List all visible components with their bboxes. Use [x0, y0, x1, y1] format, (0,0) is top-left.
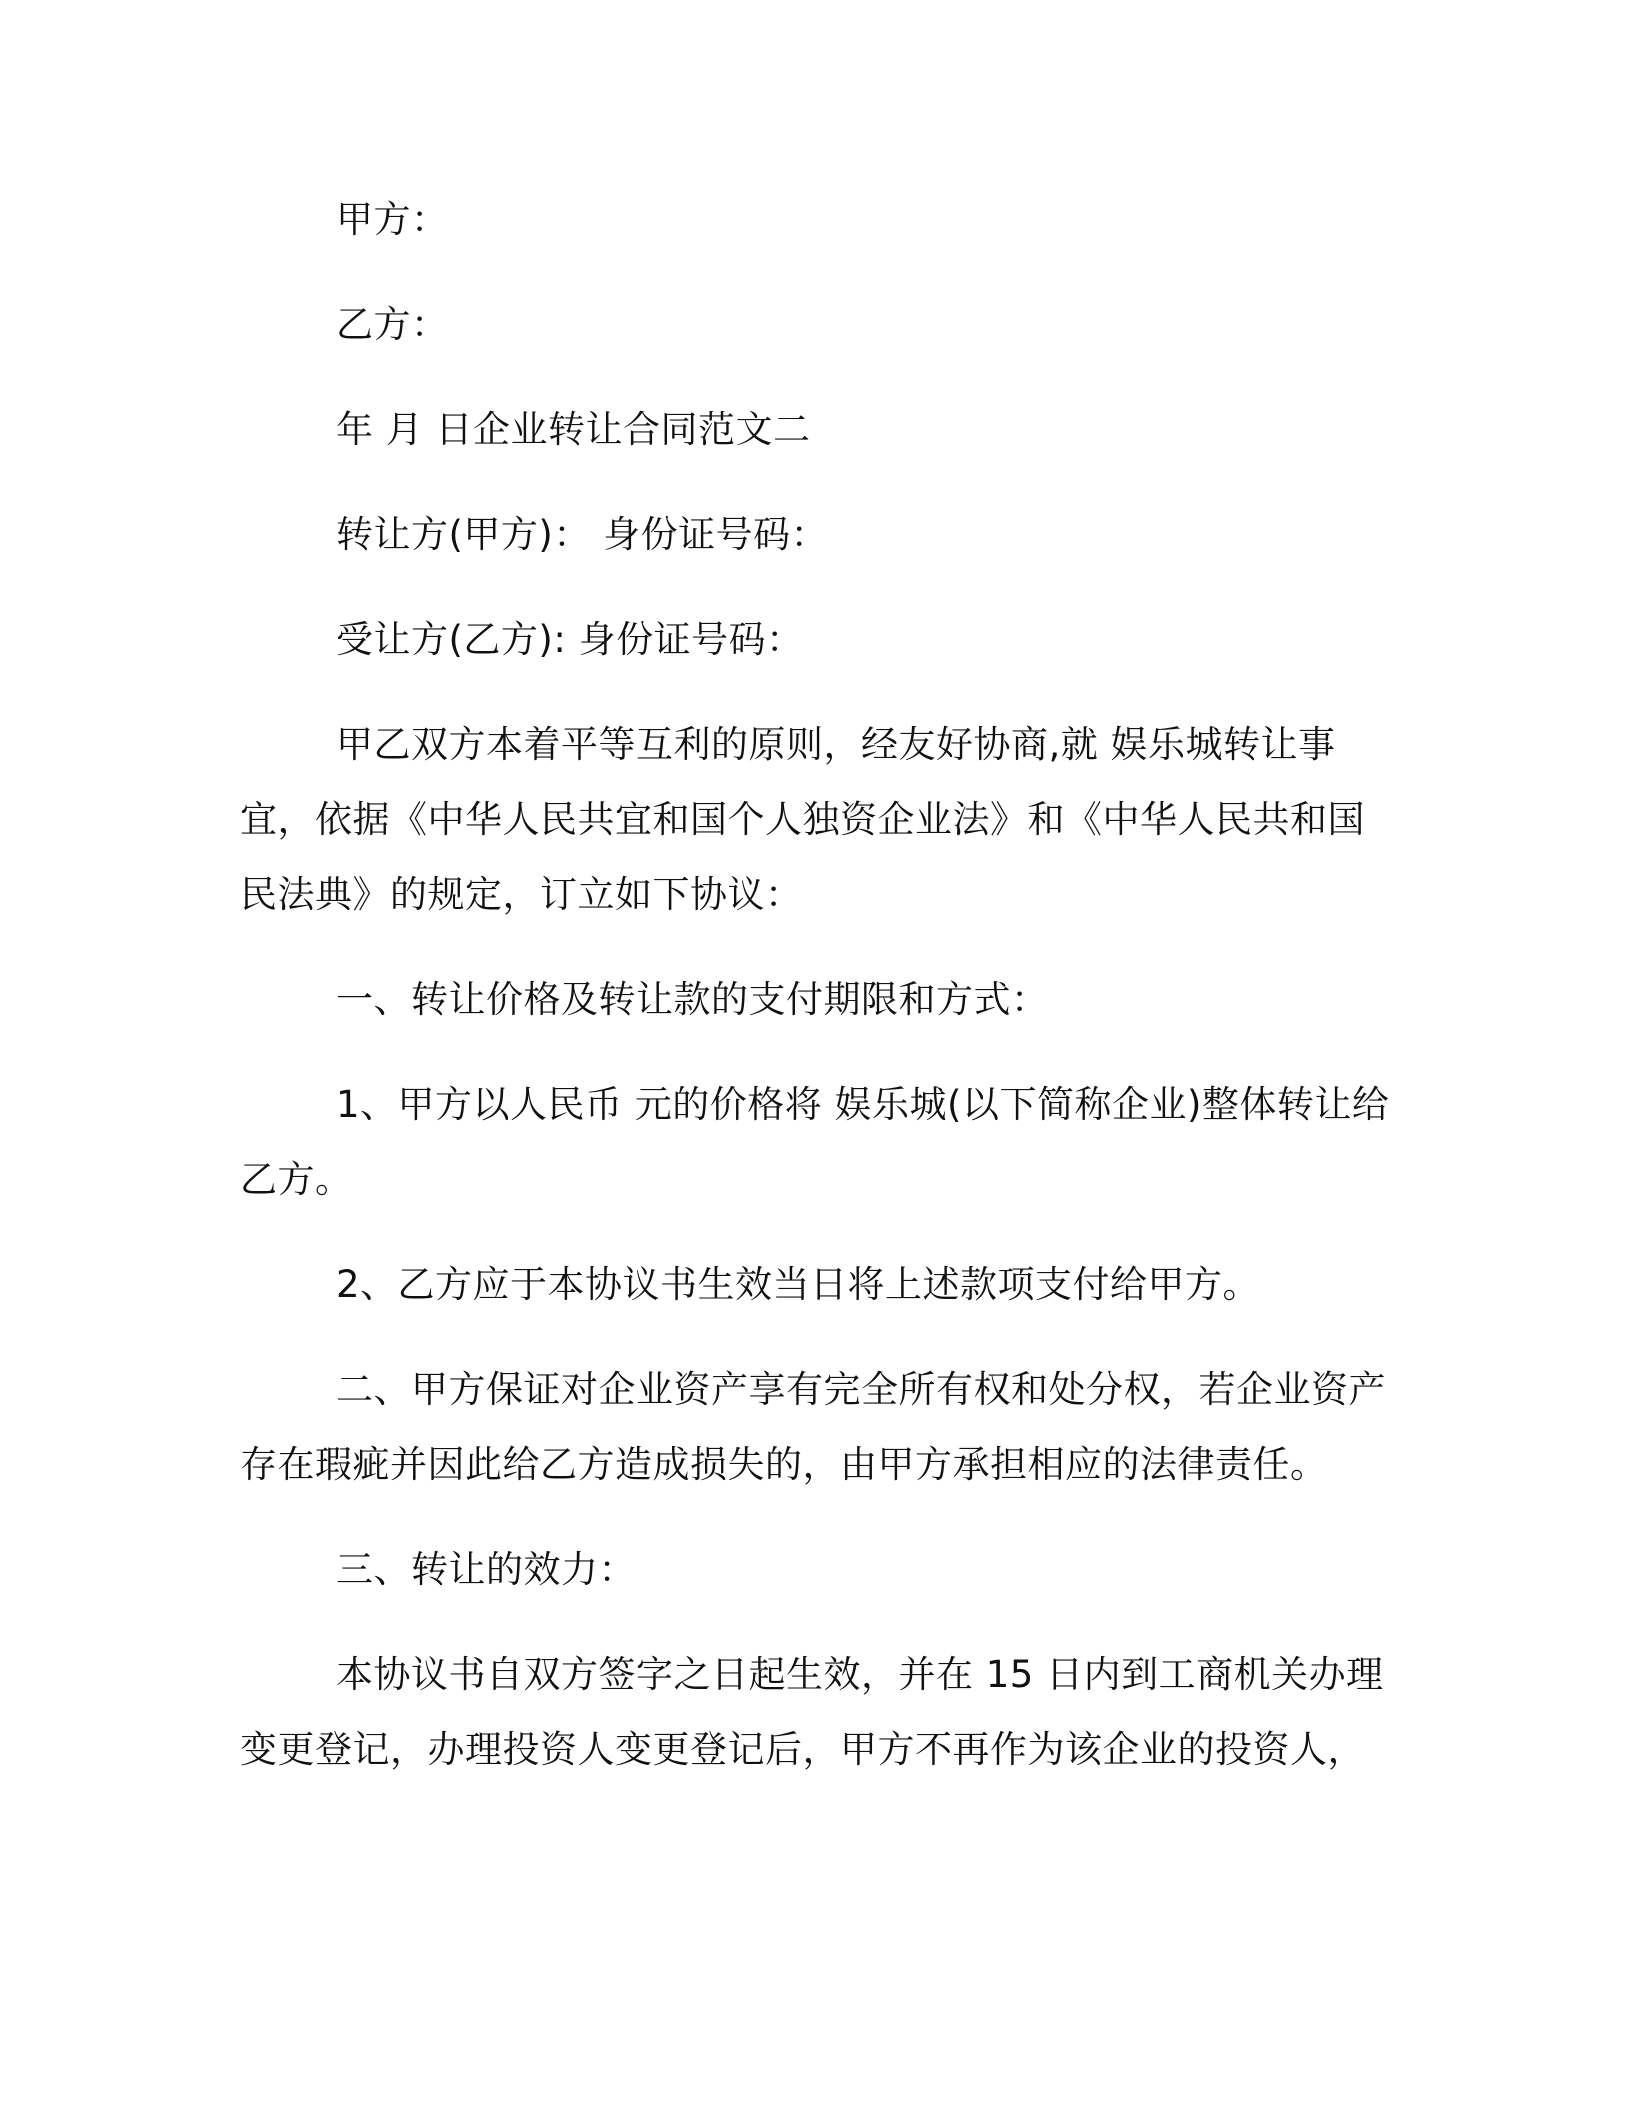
party-b-line: 乙方：: [336, 303, 449, 346]
clause-three-heading: 三、转让的效力：: [336, 1548, 636, 1591]
document-body: [240, 182, 1390, 1817]
transferor-line: 转让方(甲方)： 身份证号码：: [336, 513, 829, 556]
preamble-paragraph: 甲乙双方本着平等互利的原则，经友好协商,就 娱乐城转让事宜，依据《中华人民共宜和国个人独资企业法》和《中华人民共和国民法典》的规定，订立如下协议：: [240, 723, 1365, 916]
clause-one-item-2: 2、乙方应于本协议书生效当日将上述款项支付给甲方。: [336, 1263, 1261, 1306]
clause-one-item-1: 1、甲方以人民币 元的价格将 娱乐城(以下简称企业)整体转让给乙方。: [240, 1083, 1390, 1201]
clause-two-paragraph: 二、甲方保证对企业资产享有完全所有权和处分权，若企业资产存在瑕疵并因此给乙方造成损失的，由甲方承担相应的法律责任。: [240, 1368, 1386, 1486]
party-a-line: 甲方：: [336, 198, 449, 241]
clause-three-paragraph: 本协议书自双方签字之日起生效，并在 15 日内到工商机关办理变更登记，办理投资人变更登记后，甲方不再作为该企业的投资人，: [240, 1653, 1384, 1771]
date-and-title-line: 年 月 日企业转让合同范文二: [336, 408, 811, 451]
clause-one-heading: 一、转让价格及转让款的支付期限和方式：: [336, 978, 1049, 1021]
transferee-line: 受让方(乙方): 身份证号码：: [336, 618, 804, 661]
